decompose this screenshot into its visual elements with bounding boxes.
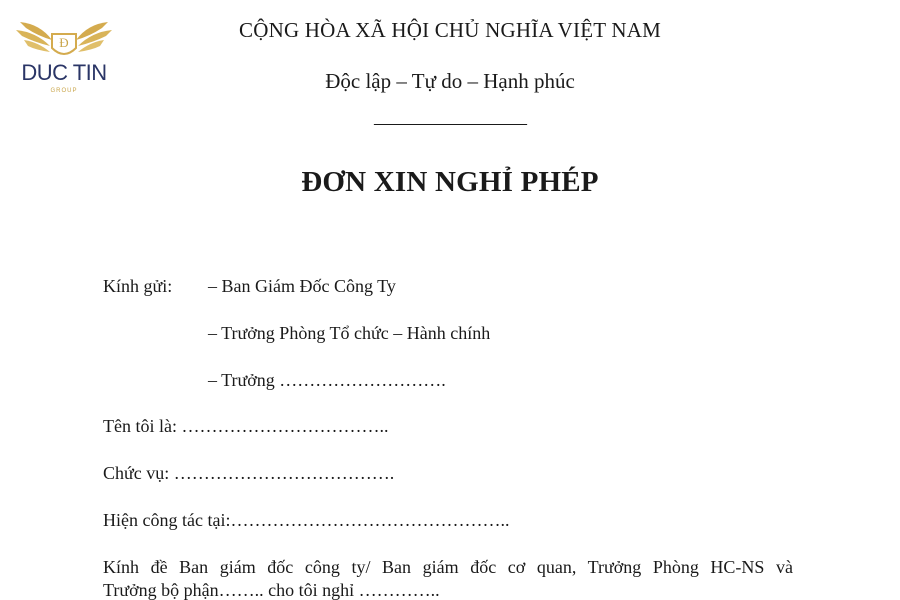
recipient-department-head: – Trưởng ………………………. <box>208 370 446 390</box>
svg-text:Đ: Đ <box>59 35 69 50</box>
recipient-board-of-directors: – Ban Giám Đốc Công Ty <box>208 276 396 296</box>
heading-divider: ———————— <box>374 112 526 134</box>
national-heading: CỘNG HÒA XÃ HỘI CHỦ NGHĨA VIỆT NAM <box>239 18 661 42</box>
national-motto: Độc lập – Tự do – Hạnh phúc <box>325 69 575 93</box>
request-paragraph-line-1: Kính đề Ban giám đốc công ty/ Ban giám đốc cơ quan, Trưởng Phòng HC-NS và <box>103 557 793 577</box>
request-paragraph-line-2: Trưởng bộ phận…….. cho tôi nghỉ ………….. <box>103 580 440 600</box>
recipient-hr-admin: – Trưởng Phòng Tổ chức – Hành chính <box>208 323 491 343</box>
logo-subtitle: GROUP <box>50 88 78 94</box>
name-field: Tên tôi là: …………………………….. <box>103 416 389 436</box>
document-title: ĐƠN XIN NGHỈ PHÉP <box>301 166 599 198</box>
workplace-field: Hiện công tác tại:……………………………………….. <box>103 510 510 530</box>
logo-wordmark: DUC TIN <box>21 60 107 85</box>
recipients-label: Kính gửi: <box>103 276 173 296</box>
position-field: Chức vụ: ………………………………. <box>103 463 395 483</box>
